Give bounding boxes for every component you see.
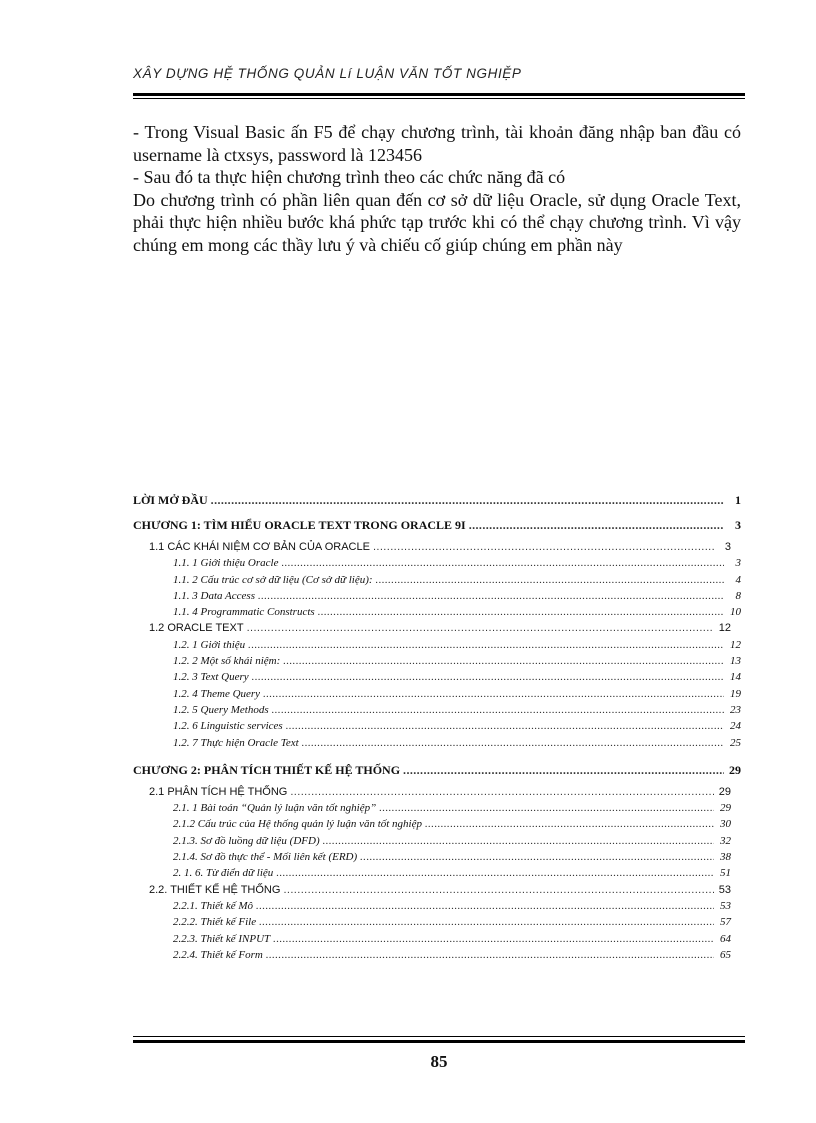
toc-entry [133,884,745,900]
toc-entry-label: 2.1 PHÂN TÍCH HỆ THỐNG [149,785,288,798]
toc-entry-page: 53 [720,899,731,912]
toc-entry-page: 51 [720,867,731,880]
header-rule-thin [133,98,745,99]
toc-leader-dots [256,900,714,912]
toc-entry [133,557,745,573]
toc-entry [133,671,745,687]
toc-entry-label: 1.2 ORACLE TEXT [149,622,244,635]
toc-entry [133,606,745,622]
toc-entry [133,493,745,508]
toc-entry-page: 12 [730,638,741,651]
toc-leader-dots [323,835,714,847]
toc-leader-dots [258,590,724,602]
toc-entry-page: 1 [735,493,741,507]
toc-leader-dots [379,802,714,814]
toc-entry-page: 29 [729,762,741,777]
toc-entry-label: 1.1. 1 Giới thiệu Oracle [173,557,279,570]
toc-entry-page: 32 [720,834,731,847]
toc-entry-label: 1.2. 1 Giới thiệu [173,638,246,651]
toc-entry-page: 3 [735,518,741,532]
toc-entry [133,688,745,704]
toc-entry-page: 8 [735,589,741,602]
toc-entry [133,763,745,778]
toc-entry-label: 1.2. 5 Query Methods [173,703,269,716]
toc-entry-label: CHƯƠNG 1: TÌM HIỂU ORACLE TEXT TRONG ORACLE 9I [133,518,466,532]
paragraph: - Trong Visual Basic ấn F5 để chạy chương trình, tài khoản đăng nhập ban đầu có username là ctxsys, password là 123456 [133,122,741,165]
toc-leader-dots [318,606,724,618]
toc-entry-page: 25 [730,736,741,749]
toc-entry [133,622,745,638]
toc-leader-dots [263,688,724,700]
toc-leader-dots [283,655,724,667]
toc-entry-label: 2.2.3. Thiết kế INPUT [173,932,271,945]
toc-leader-dots [276,867,714,879]
toc-entry-label: 2.2. THIẾT KẾ HỆ THỐNG [149,883,281,896]
toc-leader-dots [373,541,714,553]
toc-entry-label: 1.1 CÁC KHÁI NIỆM CƠ BẢN CỦA ORACLE [149,541,370,553]
toc-leader-dots [273,933,714,945]
toc-leader-dots [403,763,724,778]
toc-entry [133,916,745,932]
toc-leader-dots [272,704,724,716]
toc-entry-label: CHƯƠNG 2: PHÂN TÍCH THIẾT KẾ HỆ THỐNG [133,762,401,777]
page-number: 85 [430,1052,448,1071]
toc-entry [133,518,745,533]
toc-entry [133,835,745,851]
toc-leader-dots [425,818,714,830]
header-rule-thick [133,93,745,96]
toc-entry-label: 1.2. 7 Thực hiện Oracle Text [173,736,299,749]
toc-entry [133,900,745,916]
toc-entry-label: 2. 1. 6. Từ điển dữ liệu [173,867,274,880]
toc-entry [133,933,745,949]
toc-entry-label: 1.2. 3 Text Query [173,671,249,684]
toc-entry-label: 2.1. 1 Bài toán “Quản lý luận văn tốt nghiệp” [173,802,377,815]
toc-entry [133,737,745,753]
toc-leader-dots [259,916,714,928]
toc-entry-label: 1.2. 4 Theme Query [173,687,261,700]
toc-entry-page: 19 [730,687,741,700]
toc-entry [133,590,745,606]
toc-entry-label: 1.1. 4 Programmatic Constructs [173,606,315,619]
toc-entry-page: 57 [720,916,731,929]
body-text [133,121,741,256]
toc-leader-dots [248,639,724,651]
toc-entry-label: 1.1. 3 Data Access [173,589,255,602]
toc-entry-label: 2.2.1. Thiết kế Mô [173,899,254,912]
toc-entry-page: 65 [720,948,731,961]
toc-entry [133,720,745,736]
toc-entry-page: 29 [720,802,731,815]
toc-entry-label: 2.2.4. Thiết kế Form [173,948,263,961]
toc-entry-page: 3 [724,541,731,553]
toc-entry [133,655,745,671]
toc-entry [133,867,745,883]
toc-entry [133,704,745,720]
toc-entry [133,949,745,965]
toc-leader-dots [469,518,724,533]
toc-leader-dots [211,493,724,508]
toc-entry-page: 12 [718,622,731,635]
toc-leader-dots [290,786,714,798]
paragraph: - Sau đó ta thực hiện chương trình theo các chức năng đã có [133,167,566,187]
toc-entry [133,818,745,834]
toc-leader-dots [376,574,724,586]
toc-entry-page: 23 [730,703,741,716]
toc-entry-page: 53 [718,883,731,896]
toc-entry-page: 24 [730,720,741,733]
toc-entry-label: 2.1.2 Cấu trúc của Hệ thống quản lý luận văn tốt nghiệp [173,818,422,831]
toc-leader-dots [281,557,724,569]
toc-entry-page: 38 [720,851,731,864]
toc-leader-dots [302,737,724,749]
footer-rule-thin [133,1036,745,1037]
toc-entry-label: 2.1.4. Sơ đồ thực thể - Mối liên kết (ERD) [173,851,358,864]
toc-entry-label: LỜI MỞ ĐẦU [133,493,208,507]
toc-entry-page: 4 [735,573,741,586]
toc-entry-page: 30 [720,818,731,831]
toc-entry-label: 2.1.3. Sơ đồ luồng dữ liệu (DFD) [173,834,320,847]
toc-leader-dots [283,884,714,896]
toc-entry-page: 3 [735,557,741,570]
toc-entry [133,802,745,818]
toc-leader-dots [247,622,714,634]
toc-entry-label: 1.1. 2 Cấu trúc cơ sở dữ liệu (Cơ sở dữ liệu): [173,573,373,586]
toc-entry [133,574,745,590]
toc-leader-dots [360,851,714,863]
footer-rule-thick [133,1040,745,1043]
toc-leader-dots [252,671,724,683]
toc-entry-page: 10 [730,606,741,619]
paragraph: Do chương trình có phần liên quan đến cơ sở dữ liệu Oracle, sử dụng Oracle Text, phải thực hiện nhiều bước khá phức tạp trước khi có thể chạy chương trình. Vì vậy chúng em mong các thầy lưu ý và chiếu cố giúp chúng em phần này [133,189,741,255]
toc-entry-label: 1.2. 6 Linguistic services [173,720,283,733]
toc-entry-page: 13 [730,655,741,668]
toc-leader-dots [286,720,724,732]
toc-entry-page: 64 [720,932,731,945]
table-of-contents [133,493,745,965]
toc-entry-label: 2.2.2. Thiết kế File [173,916,257,929]
toc-entry [133,639,745,655]
toc-entry-label: 1.2. 2 Một số khái niệm: [173,655,281,668]
running-header: XÂY DỰNG HỆ THỐNG QUẢN Lí LUẬN VĂN TỐT NGHIỆP [133,66,522,81]
toc-entry-page: 29 [718,785,731,798]
toc-leader-dots [266,949,714,961]
toc-entry [133,541,745,557]
toc-entry [133,786,745,802]
toc-entry-page: 14 [730,671,741,684]
toc-entry [133,851,745,867]
